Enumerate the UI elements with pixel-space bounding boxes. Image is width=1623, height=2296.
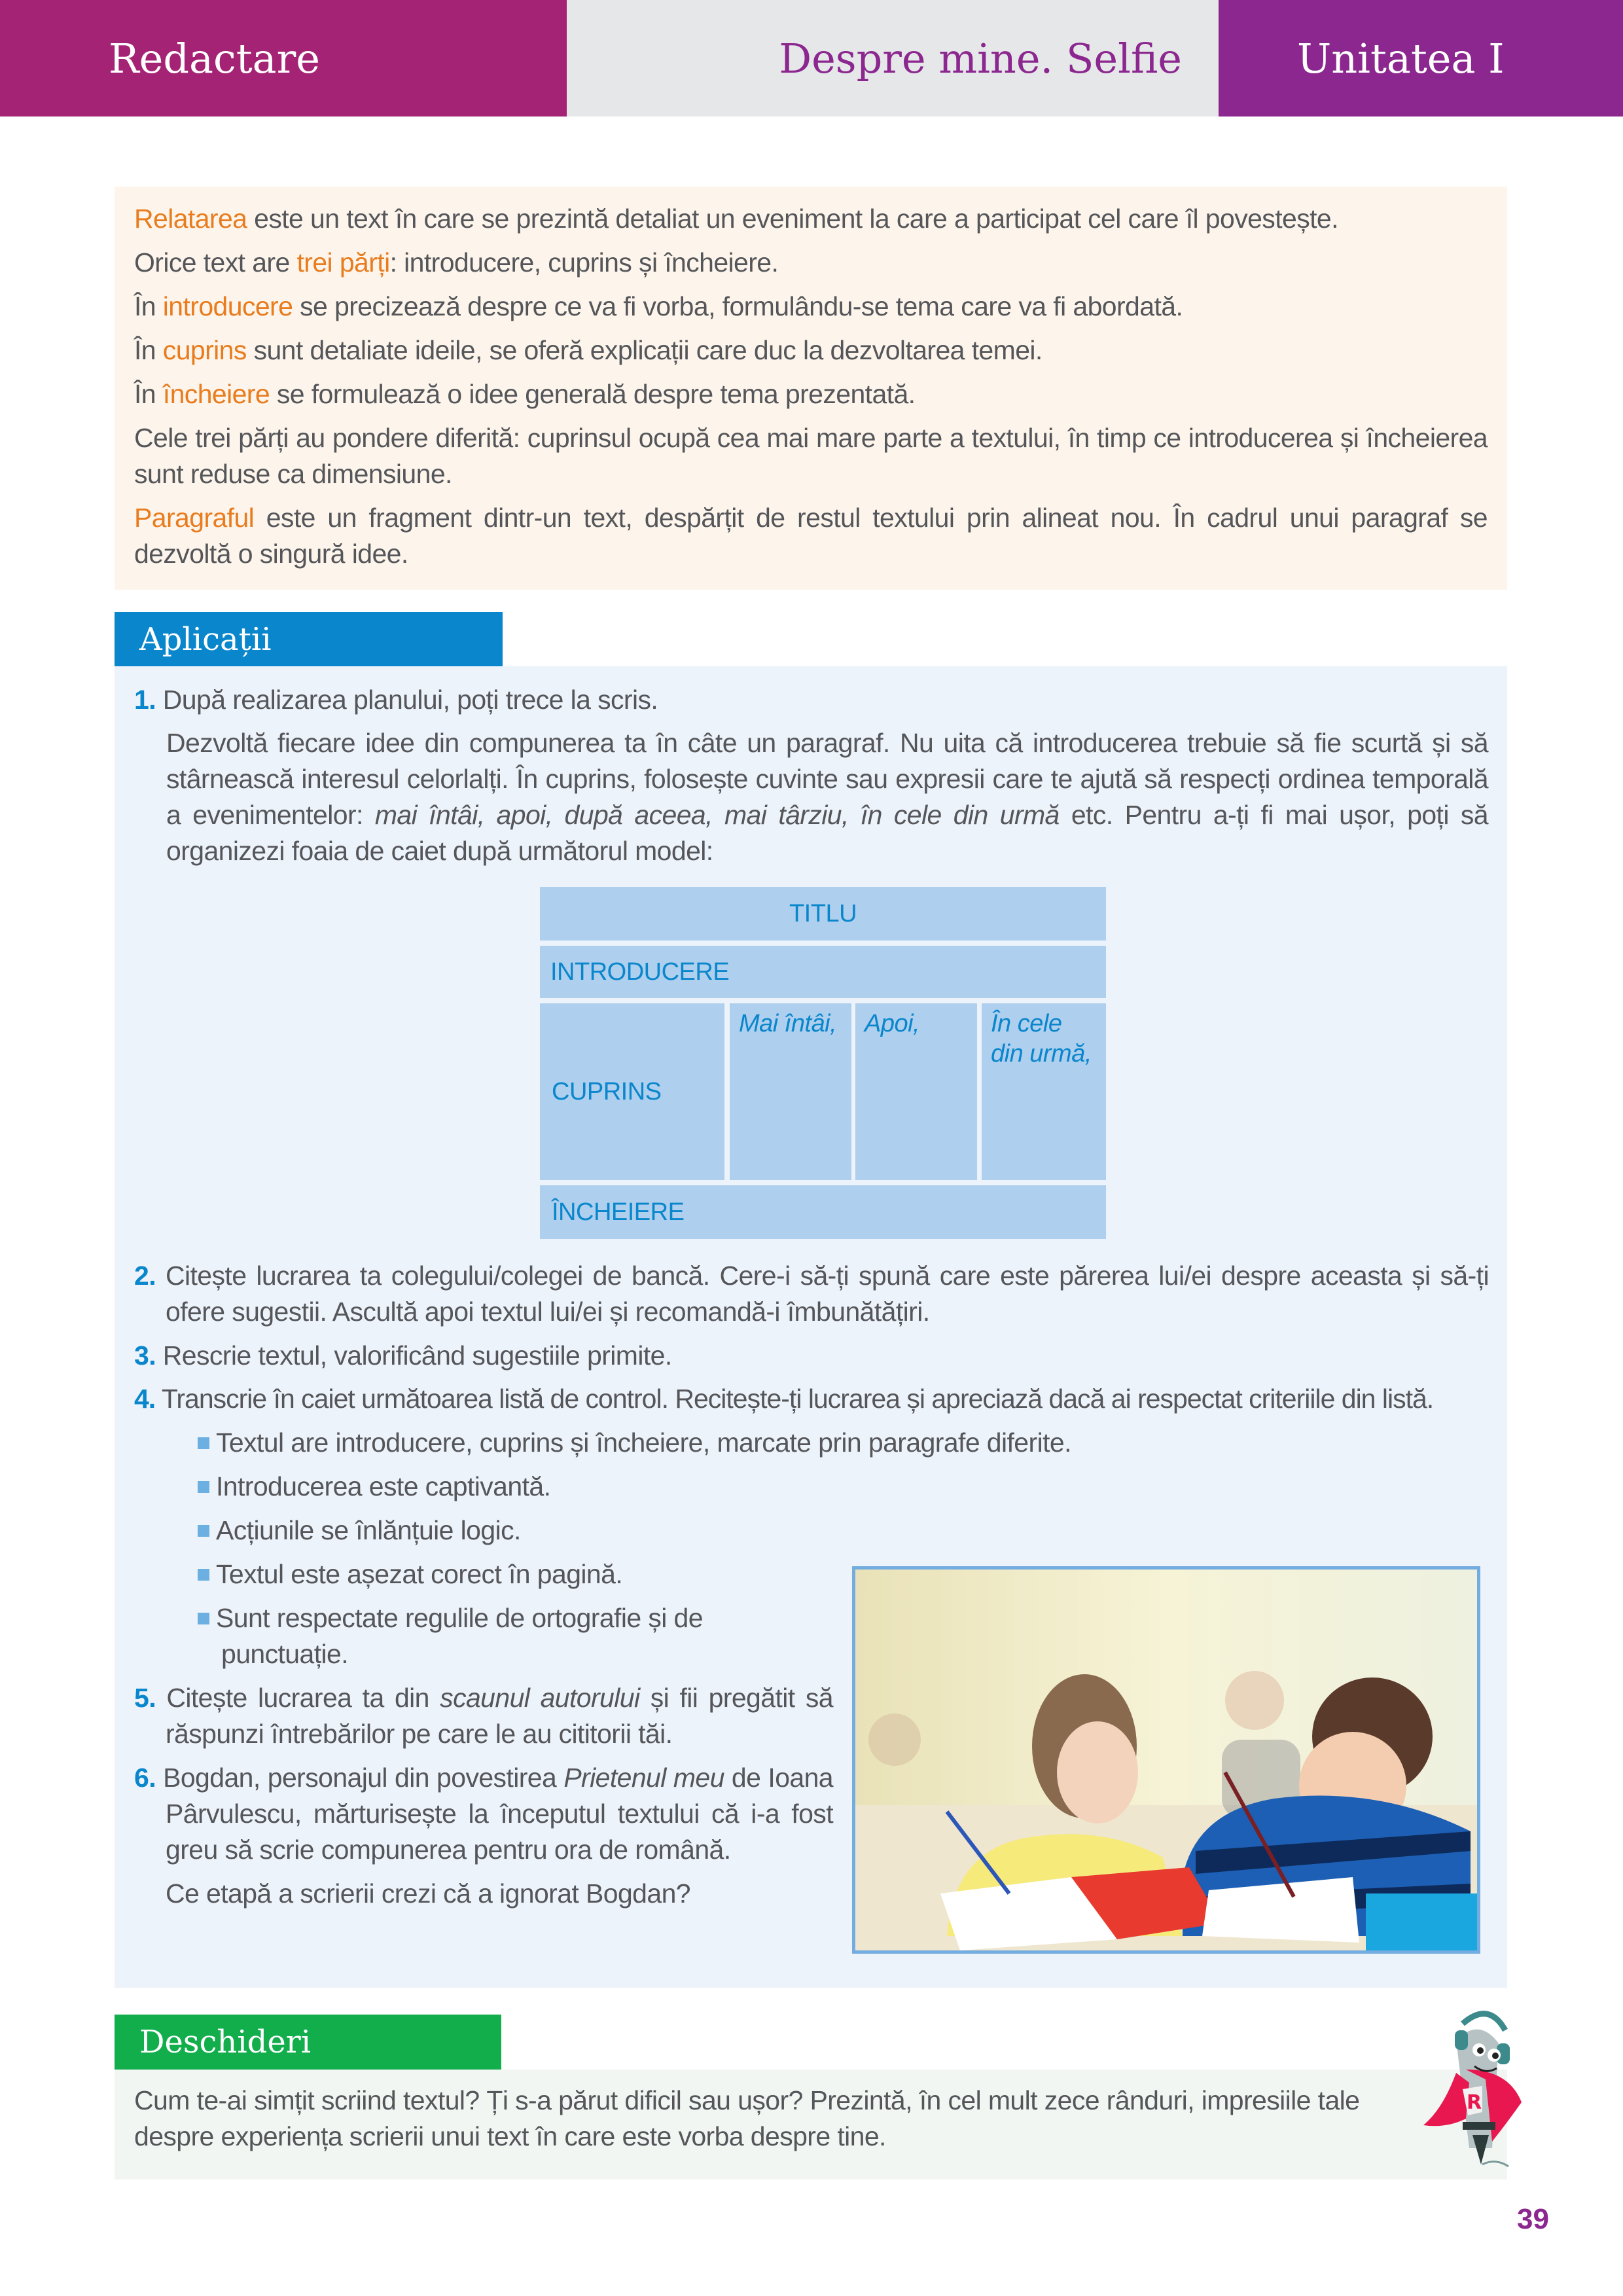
table-step-cell: [730, 1003, 851, 1180]
theory-paragraph: [134, 500, 1488, 572]
checklist-item: [198, 1600, 760, 1672]
deschideri-text: Cum te-ai simțit scriind textul? Ți s-a părut dificil sau ușor? Prezintă, în cel mult zece rânduri, impresiile tale despre experiența scrierii unui text în care este vorba despre tine.: [134, 2085, 1360, 2151]
temporal-expressions: mai întâi, apoi, după aceea, mai târziu, în cele din urmă: [374, 800, 1060, 830]
header-section-label: [0, 0, 567, 117]
exercise-text: și fii pregătit să răspunzi întrebărilor pe care le au cititorii tăi.: [166, 1683, 833, 1749]
exercise-number: 1.: [134, 685, 156, 715]
table-end-label: ÎNCHEIERE: [552, 1198, 685, 1226]
term-paragraful: Paragraful: [134, 503, 255, 533]
exercise-1-detail: [166, 725, 1488, 869]
students-writing-photo: [852, 1566, 1480, 1954]
table-step-label: Apoi,: [865, 1010, 920, 1037]
table-body-cell: [540, 1003, 724, 1180]
checklist-text: Sunt respectate regulile de ortografie și de punctuație.: [216, 1603, 703, 1669]
exercise-text: Rescrie textul, valorificând sugestiile primite.: [162, 1340, 672, 1371]
theory-paragraph: [134, 289, 1488, 325]
exercise-text: de Ioana Pârvulescu, mărturisește la începutul textului că i-a fost greu să scrie compunerea pentru ora de română.: [166, 1763, 833, 1865]
exercise-2: [134, 1258, 1489, 1330]
theory-paragraph: [134, 376, 1488, 412]
header-lesson-label: [567, 0, 1219, 117]
table-end-cell: [540, 1185, 1106, 1239]
exercise-6-question: Ce etapă a scrierii crezi că a ignorat Bogdan?: [166, 1878, 690, 1909]
exercise-text: etc. Pentru a-ți fi mai ușor, poți să organizezi foaia de caiet după următorul model:: [166, 800, 1489, 866]
square-bullet-icon: [198, 1613, 209, 1624]
theory-text: În: [134, 291, 163, 321]
exercise-number: 5.: [134, 1683, 156, 1713]
theory-text: sunt detaliate ideile, se oferă explicații care duc la dezvoltarea temei.: [246, 335, 1043, 365]
exercise-italic: scaunul autorului: [440, 1683, 640, 1713]
exercise-5: [134, 1680, 833, 1752]
term-cuprins: cuprins: [162, 335, 247, 365]
checklist-item: [198, 1425, 1441, 1461]
theory-text: este un text în care se prezintă detaliat un eveniment la care a participat cel care îl povestește.: [247, 204, 1338, 234]
theory-text: În: [134, 379, 163, 409]
exercise-number: 3.: [134, 1340, 156, 1371]
theory-paragraph: [134, 201, 1488, 237]
exercise-text: Bogdan, personajul din povestirea: [163, 1763, 564, 1793]
square-bullet-icon: [198, 1481, 209, 1493]
table-intro-label: INTRODUCERE: [550, 958, 730, 986]
aplicatii-title: Aplicații: [139, 621, 272, 658]
theory-text: se formulează o idee generală despre tema prezentată.: [270, 379, 916, 409]
square-bullet-icon: [198, 1569, 209, 1581]
table-step-label: În cele din urmă,: [991, 1010, 1092, 1067]
exercise-text: Citește lucrarea ta din: [166, 1683, 440, 1713]
theory-text: : introducere, cuprins și încheiere.: [389, 247, 779, 278]
checklist-text: Textul are introducere, cuprins și încheiere, marcate prin paragrafe diferite.: [216, 1427, 1071, 1458]
checklist-text: Textul este așezat corect în pagină.: [216, 1559, 623, 1589]
theory-text: este un fragment dintr-un text, despărțit de restul textului prin alineat nou. În cadrul unui paragraf se dezvoltă o singură idee.: [134, 503, 1488, 569]
theory-text: Orice text are: [134, 247, 297, 278]
theory-paragraph: Cele trei părți au pondere diferită: cuprinsul ocupă cea mai mare parte a textului, în timp ce introducerea și încheierea sunt reduse ca dimensiune.: [134, 423, 1488, 489]
book-title: Prietenul meu: [563, 1763, 724, 1793]
exercise-text: După realizarea planului, poți trece la scris.: [162, 685, 658, 715]
checklist-item: [198, 1513, 787, 1549]
checklist-item: [198, 1556, 787, 1592]
term-relatarea: Relatarea: [134, 204, 247, 234]
exercise-text: Dezvoltă fiecare idee din compunerea ta în câte un paragraf. Nu uita că introducerea trebuie să fie scurtă și să stârnească interesul celorlalți. În cuprins, folosește cuvinte sau expresii care te ajută să respecți ordinea temporală a evenimentelor:: [166, 728, 1488, 830]
composition-model-table: [540, 887, 1106, 1239]
table-step-cell: [982, 1003, 1106, 1180]
square-bullet-icon: [198, 1437, 209, 1449]
aplicatii-heading: [115, 612, 503, 667]
pen-superhero-mascot-icon: [1417, 2004, 1541, 2174]
lesson-title: Despre mine. Selfie: [779, 34, 1182, 82]
exercise-4: [134, 1381, 1502, 1417]
exercise-3: [134, 1338, 1489, 1374]
term-introducere: introducere: [162, 291, 293, 321]
exercise-6: [134, 1760, 833, 1868]
deschideri-heading: [115, 2015, 501, 2070]
theory-paragraph: [134, 332, 1488, 368]
exercise-number: 4.: [134, 1384, 156, 1414]
unit-title: Unitatea I: [1297, 34, 1505, 82]
checklist-text: Acțiunile se înlănțuie logic.: [216, 1515, 521, 1545]
theory-text: În: [134, 335, 163, 365]
classroom-illustration: [855, 1570, 1477, 1950]
exercise-number: 2.: [134, 1261, 156, 1291]
exercise-text: Citește lucrarea ta colegului/colegei de bancă. Cere-i să-ți spună care este părerea lui/ei despre aceasta și să-ți ofere sugestii. Ascultă apoi textul lui/ei și recomandă-i îmbunătățiri.: [166, 1261, 1489, 1327]
exercise-number: 6.: [134, 1763, 156, 1793]
section-title: Redactare: [109, 34, 320, 82]
theory-box: [115, 187, 1507, 590]
term-incheiere: încheiere: [162, 379, 270, 409]
table-title-label: TITLU: [789, 899, 857, 927]
checklist-text: Introducerea este captivantă.: [216, 1471, 551, 1501]
exercise-text: Transcrie în caiet următoarea listă de control. Recitește-ți lucrarea și apreciază dacă ai respectat criteriile din listă.: [161, 1384, 1434, 1414]
mascot-letter: R: [1467, 2091, 1482, 2114]
header-unit-label: [1219, 0, 1623, 117]
theory-paragraph: [134, 245, 1488, 281]
deschideri-title: Deschideri: [139, 2024, 312, 2060]
square-bullet-icon: [198, 1525, 209, 1537]
table-intro-cell: [540, 946, 1106, 998]
table-title-cell: [540, 887, 1106, 941]
table-step-label: Mai întâi,: [739, 1010, 837, 1037]
theory-text: se precizează despre ce va fi vorba, formulându-se tema care va fi abordată.: [293, 291, 1183, 321]
term-trei-parti: trei părți: [296, 247, 390, 278]
page-number: 39: [1517, 2203, 1549, 2235]
checklist-item: [198, 1469, 787, 1505]
exercise-1: [134, 682, 1495, 718]
table-body-label: CUPRINS: [552, 1077, 662, 1105]
table-step-cell: [855, 1003, 977, 1180]
